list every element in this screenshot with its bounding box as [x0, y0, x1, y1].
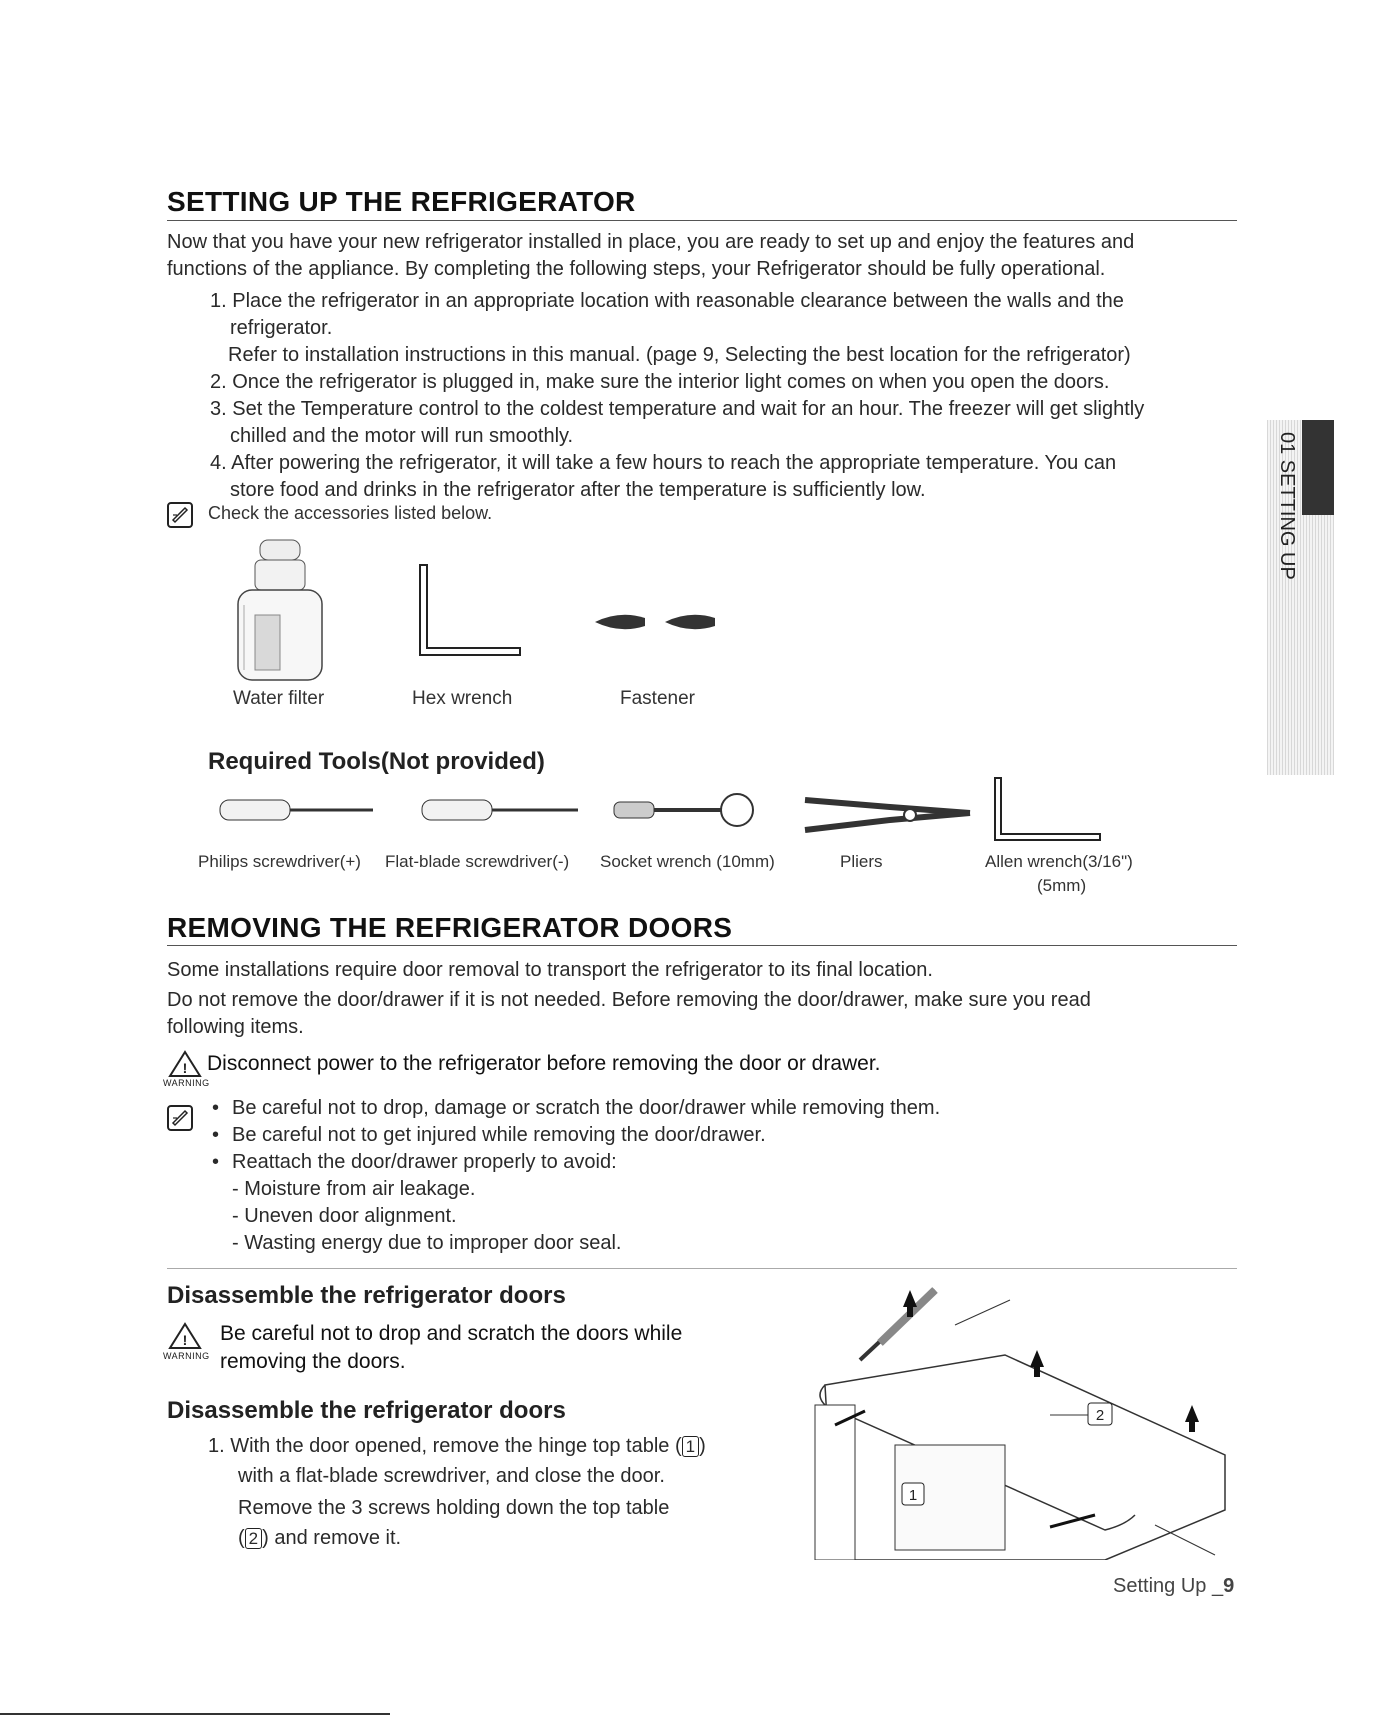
- step-3-cont: chilled and the motor will run smoothly.: [230, 425, 574, 447]
- title-rule: [167, 220, 1237, 221]
- disassemble-step-1-cont: [238, 1525, 401, 1552]
- caution-bullet: • Reattach the door/drawer properly to avoid:: [232, 1149, 617, 1176]
- step-text: 1. With the door opened, remove the hinge top table (: [208, 1435, 682, 1457]
- warning-icon: [168, 1050, 202, 1078]
- step-1: 1. Place the refrigerator in an appropriate location with reasonable clearance between the walls and the: [210, 290, 1124, 312]
- flat-screwdriver-image: [420, 795, 580, 825]
- section-title-removing: REMOVING THE REFRIGERATOR DOORS: [167, 912, 733, 943]
- note-icon: [167, 1105, 193, 1131]
- caution-bullet: • Be careful not to get injured while removing the door/drawer.: [232, 1122, 766, 1149]
- removing-line: Do not remove the door/drawer if it is not needed. Before removing the door/drawer, make sure you read: [167, 989, 1091, 1011]
- tools-heading: Required Tools(Not provided): [208, 748, 545, 775]
- allen-wrench-image: [990, 775, 1105, 845]
- removing-line: following items.: [167, 1016, 304, 1038]
- tool-label: Allen wrench(3/16"): [985, 852, 1133, 871]
- socket-wrench-image: [612, 790, 762, 830]
- warning-text: Disconnect power to the refrigerator before removing the door or drawer.: [207, 1052, 881, 1075]
- warning-text: removing the doors.: [220, 1350, 406, 1373]
- diagram-callout-2: 2: [1095, 1407, 1105, 1424]
- removing-line: Some installations require door removal to transport the refrigerator to its final location.: [167, 959, 933, 981]
- step-text: (: [238, 1527, 245, 1549]
- intro-line: Now that you have your new refrigerator installed in place, you are ready to set up and enjoy the features and: [167, 231, 1135, 253]
- callout-number: 1: [682, 1436, 699, 1457]
- step-text: ): [699, 1435, 706, 1457]
- pliers-image: [800, 785, 975, 840]
- disassemble-heading: Disassemble the refrigerator doors: [167, 1282, 566, 1309]
- step-1-ref: Refer to installation instructions in this manual. (page 9, Selecting the best location for the refrigerator): [228, 344, 1131, 366]
- svg-text:!: !: [182, 1060, 188, 1076]
- tool-label: Philips screwdriver(+): [198, 852, 361, 871]
- page-footer: [1113, 1575, 1234, 1598]
- accessory-label: Fastener: [620, 688, 695, 709]
- hex-wrench-image: [415, 560, 525, 660]
- intro-line: functions of the appliance. By completing the following steps, your Refrigerator should be fully operational.: [167, 258, 1106, 280]
- warning-label: WARNING: [163, 1351, 210, 1361]
- warning-icon: [168, 1322, 202, 1350]
- diagram-callout-1: 1: [908, 1487, 918, 1504]
- side-tab-marker: [1302, 420, 1334, 515]
- philips-screwdriver-image: [218, 795, 378, 825]
- tool-label: Socket wrench (10mm): [600, 852, 775, 871]
- water-filter-image: [230, 535, 330, 685]
- step-3: 3. Set the Temperature control to the coldest temperature and wait for an hour. The freezer will get slightly: [210, 398, 1145, 420]
- accessory-label: Water filter: [233, 688, 325, 709]
- accessory-label: Hex wrench: [412, 688, 513, 709]
- step-2: 2. Once the refrigerator is plugged in, make sure the interior light comes on when you open the doors.: [210, 371, 1110, 393]
- caution-sub: - Moisture from air leakage.: [232, 1178, 476, 1200]
- disassemble-step-1: [208, 1433, 706, 1460]
- caution-sub: - Wasting energy due to improper door seal.: [232, 1232, 622, 1254]
- hinge-diagram: [805, 1285, 1235, 1560]
- footer-text: Setting Up _: [1113, 1575, 1224, 1597]
- section-divider: [167, 1268, 1237, 1269]
- step-4: 4. After powering the refrigerator, it will take a few hours to reach the appropriate temperature. You can: [210, 452, 1117, 474]
- callout-number: 2: [245, 1528, 262, 1549]
- warning-text: Be careful not to drop and scratch the doors while: [220, 1322, 683, 1345]
- accessories-note: Check the accessories listed below.: [208, 503, 493, 523]
- page-number: 9: [1223, 1575, 1235, 1597]
- disassemble-step-1-cont: Remove the 3 screws holding down the top table: [238, 1497, 670, 1519]
- caution-bullet: • Be careful not to drop, damage or scratch the door/drawer while removing them.: [232, 1095, 940, 1122]
- step-1-cont: refrigerator.: [230, 317, 333, 339]
- step-text: ) and remove it.: [262, 1527, 402, 1549]
- step-4-cont: store food and drinks in the refrigerator after the temperature is sufficiently low.: [230, 479, 926, 501]
- section-title-setting-up: SETTING UP THE REFRIGERATOR: [167, 186, 636, 217]
- caution-sub: - Uneven door alignment.: [232, 1205, 457, 1227]
- warning-label: WARNING: [163, 1078, 210, 1088]
- fastener-image: [590, 610, 730, 635]
- tool-label: Pliers: [840, 852, 883, 871]
- note-icon: [167, 502, 193, 528]
- tool-label: Flat-blade screwdriver(-): [385, 852, 570, 871]
- disassemble-step-1-cont: with a flat-blade screwdriver, and close the door.: [238, 1465, 665, 1487]
- side-tab-label: 01 SETTING UP: [1276, 432, 1298, 580]
- tool-label-sub: (5mm): [1037, 876, 1087, 895]
- up-arrow-icon: [1185, 1405, 1199, 1432]
- title-rule: [167, 945, 1237, 946]
- disassemble-heading: Disassemble the refrigerator doors: [167, 1397, 566, 1424]
- svg-text:!: !: [182, 1332, 188, 1348]
